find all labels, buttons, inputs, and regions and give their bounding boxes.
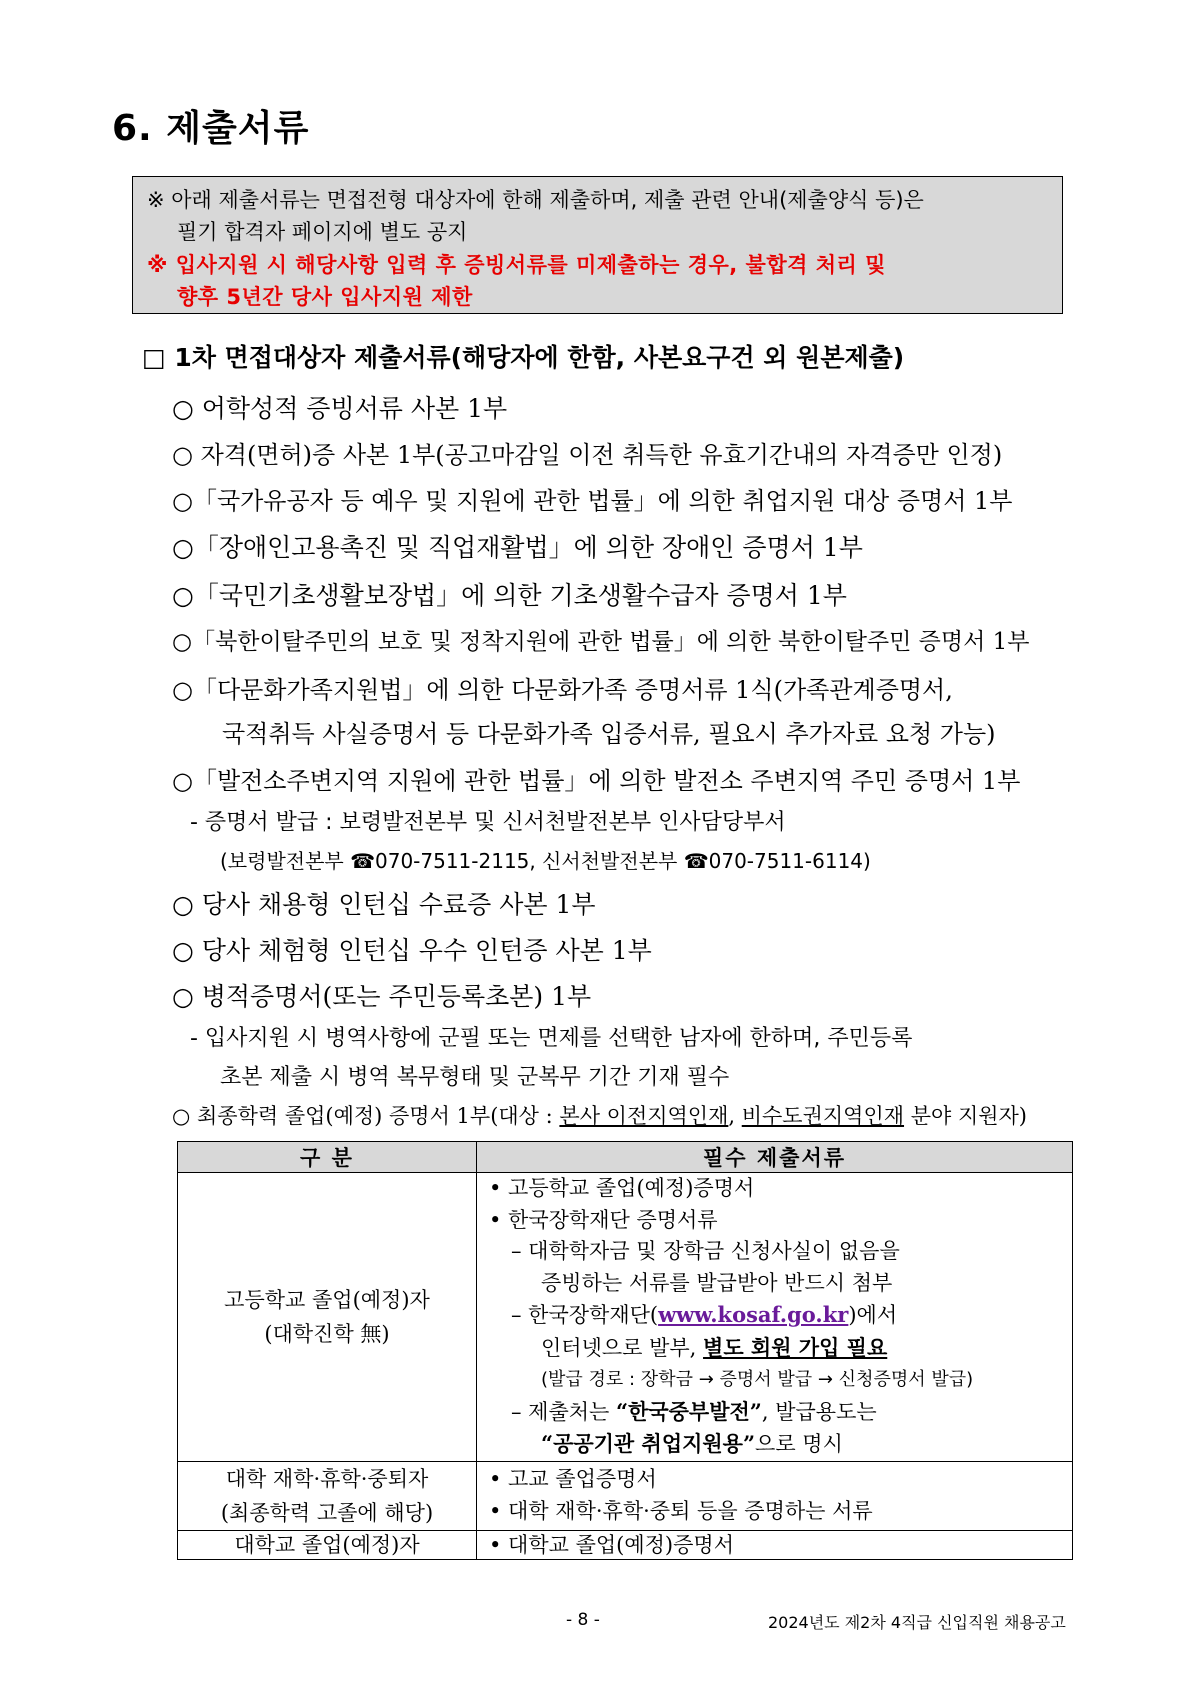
notice-warning-line: 향후 5년간 당사 입사지원 제한 [177, 285, 473, 309]
table-documents-cell [477, 1173, 1073, 1462]
table-row [178, 1530, 1073, 1559]
category-label: 고등학교 졸업(예정)자 [224, 1287, 430, 1312]
document-subnote: – 한국장학재단(www.kosaf.go.kr)에서 [511, 1302, 898, 1327]
document-item: ○「장애인고용촉진 및 직업재활법」에 의한 장애인 증명서 1부 [172, 533, 863, 562]
page-number: - 8 - [566, 1610, 600, 1630]
category-sublabel: (대학진학 無) [264, 1321, 390, 1346]
notice-line: 필기 합격자 페이지에 별도 공지 [177, 220, 468, 244]
document-item: ○ 당사 체험형 인턴십 우수 인턴증 사본 1부 [172, 936, 652, 965]
table-category-cell [178, 1461, 477, 1530]
notice-box [132, 176, 1063, 314]
category-sublabel: (최종학력 고졸에 해당) [220, 1500, 434, 1525]
table-header-row [178, 1142, 1073, 1173]
document-footer-title: 2024년도 제2차 4직급 신입직원 채용공고 [768, 1613, 1066, 1632]
document-subnote: “공공기관 취업지원용”으로 명시 [541, 1431, 843, 1456]
document-bullet: • 대학 재학·휴학·중퇴 등을 증명하는 서류 [489, 1498, 873, 1523]
target-underlined: 비수도권지역인재 [741, 1104, 905, 1128]
document-bullet: • 대학교 졸업(예정)증명서 [489, 1532, 734, 1557]
document-item: ○ 최종학력 졸업(예정) 증명서 1부(대상 : 본사 이전지역인재, 비수도권지역인재 분야 지원자) [172, 1104, 1028, 1128]
table-row [178, 1173, 1073, 1462]
document-subnote: 증빙하는 서류를 발급받아 반드시 첨부 [541, 1270, 893, 1295]
document-item: ○「다문화가족지원법」에 의한 다문화가족 증명서류 1식(가족관계증명서, [172, 676, 953, 704]
document-item-note: - 증명서 발급 : 보령발전본부 및 신서천발전본부 인사담당부서 [190, 810, 786, 835]
kosaf-link[interactable]: www.kosaf.go.kr [658, 1302, 849, 1327]
subsection-heading: □ 1차 면접대상자 제출서류(해당자에 한함, 사본요구건 외 원본제출) [142, 343, 905, 372]
document-item: ○ 자격(면허)증 사본 1부(공고마감일 이전 취득한 유효기간내의 자격증만 인정) [172, 441, 1003, 469]
target-underlined: 본사 이전지역인재 [559, 1104, 729, 1128]
document-item: ○ 병적증명서(또는 주민등록초본) 1부 [172, 982, 592, 1011]
document-subnote: – 대학학자금 및 장학금 신청사실이 없음을 [511, 1239, 900, 1263]
contact-phones: (보령발전본부 ☎070-7511-2115, 신서천발전본부 ☎070-7511-6114) [220, 849, 871, 873]
issuance-path: (발급 경로 : 장학금 → 증명서 발급 → 신청증명서 발급) [541, 1369, 974, 1390]
document-bullet: • 고교 졸업증명서 [489, 1467, 657, 1491]
category-label: 대학 재학·휴학·중퇴자 [225, 1466, 429, 1491]
document-subnote: – 제출처는 “한국중부발전”, 발급용도는 [511, 1398, 877, 1424]
table-documents-cell [477, 1530, 1073, 1559]
table-header: 필수 제출서류 [477, 1142, 1073, 1173]
document-item: ○「국민기초생활보장법」에 의한 기초생활수급자 증명서 1부 [172, 581, 847, 610]
document-subnote: 인터넷으로 발부, 별도 회원 가입 필요 [541, 1334, 888, 1360]
document-bullet: • 고등학교 졸업(예정)증명서 [489, 1176, 755, 1200]
document-item-note-continuation: 초본 제출 시 병역 복무형태 및 군복무 기간 기재 필수 [220, 1065, 730, 1090]
document-item: ○「국가유공자 등 예우 및 지원에 관한 법률」에 의한 취업지원 대상 증명서 1부 [172, 487, 1013, 515]
notice-warning-line: ※ 입사지원 시 해당사항 입력 후 증빙서류를 미제출하는 경우, 불합격 처리 및 [147, 253, 886, 277]
table-row [178, 1461, 1073, 1530]
table-header: 구 분 [178, 1142, 477, 1173]
document-item: ○ 어학성적 증빙서류 사본 1부 [172, 394, 508, 423]
section-title: 6. 제출서류 [112, 108, 310, 149]
required-documents-table [177, 1141, 1073, 1560]
table-documents-cell [477, 1461, 1073, 1530]
document-item-note: - 입사지원 시 병역사항에 군필 또는 면제를 선택한 남자에 한하며, 주민등록 [190, 1026, 913, 1051]
document-bullet: • 한국장학재단 증명서류 [489, 1207, 718, 1232]
document-item-continuation: 국적취득 사실증명서 등 다문화가족 입증서류, 필요시 추가자료 요청 가능) [222, 720, 996, 748]
document-item: ○「발전소주변지역 지원에 관한 법률」에 의한 발전소 주변지역 주민 증명서 1부 [172, 767, 1021, 795]
table-category-cell [178, 1173, 477, 1462]
table-category-cell: 대학교 졸업(예정)자 [178, 1530, 477, 1559]
notice-line: ※ 아래 제출서류는 면접전형 대상자에 한해 제출하며, 제출 관련 안내(제출양식 등)은 [147, 188, 924, 212]
document-item: ○「북한이탈주민의 보호 및 정착지원에 관한 법률」에 의한 북한이탈주민 증명서 1부 [172, 629, 1030, 655]
document-item: ○ 당사 채용형 인턴십 수료증 사본 1부 [172, 890, 596, 919]
